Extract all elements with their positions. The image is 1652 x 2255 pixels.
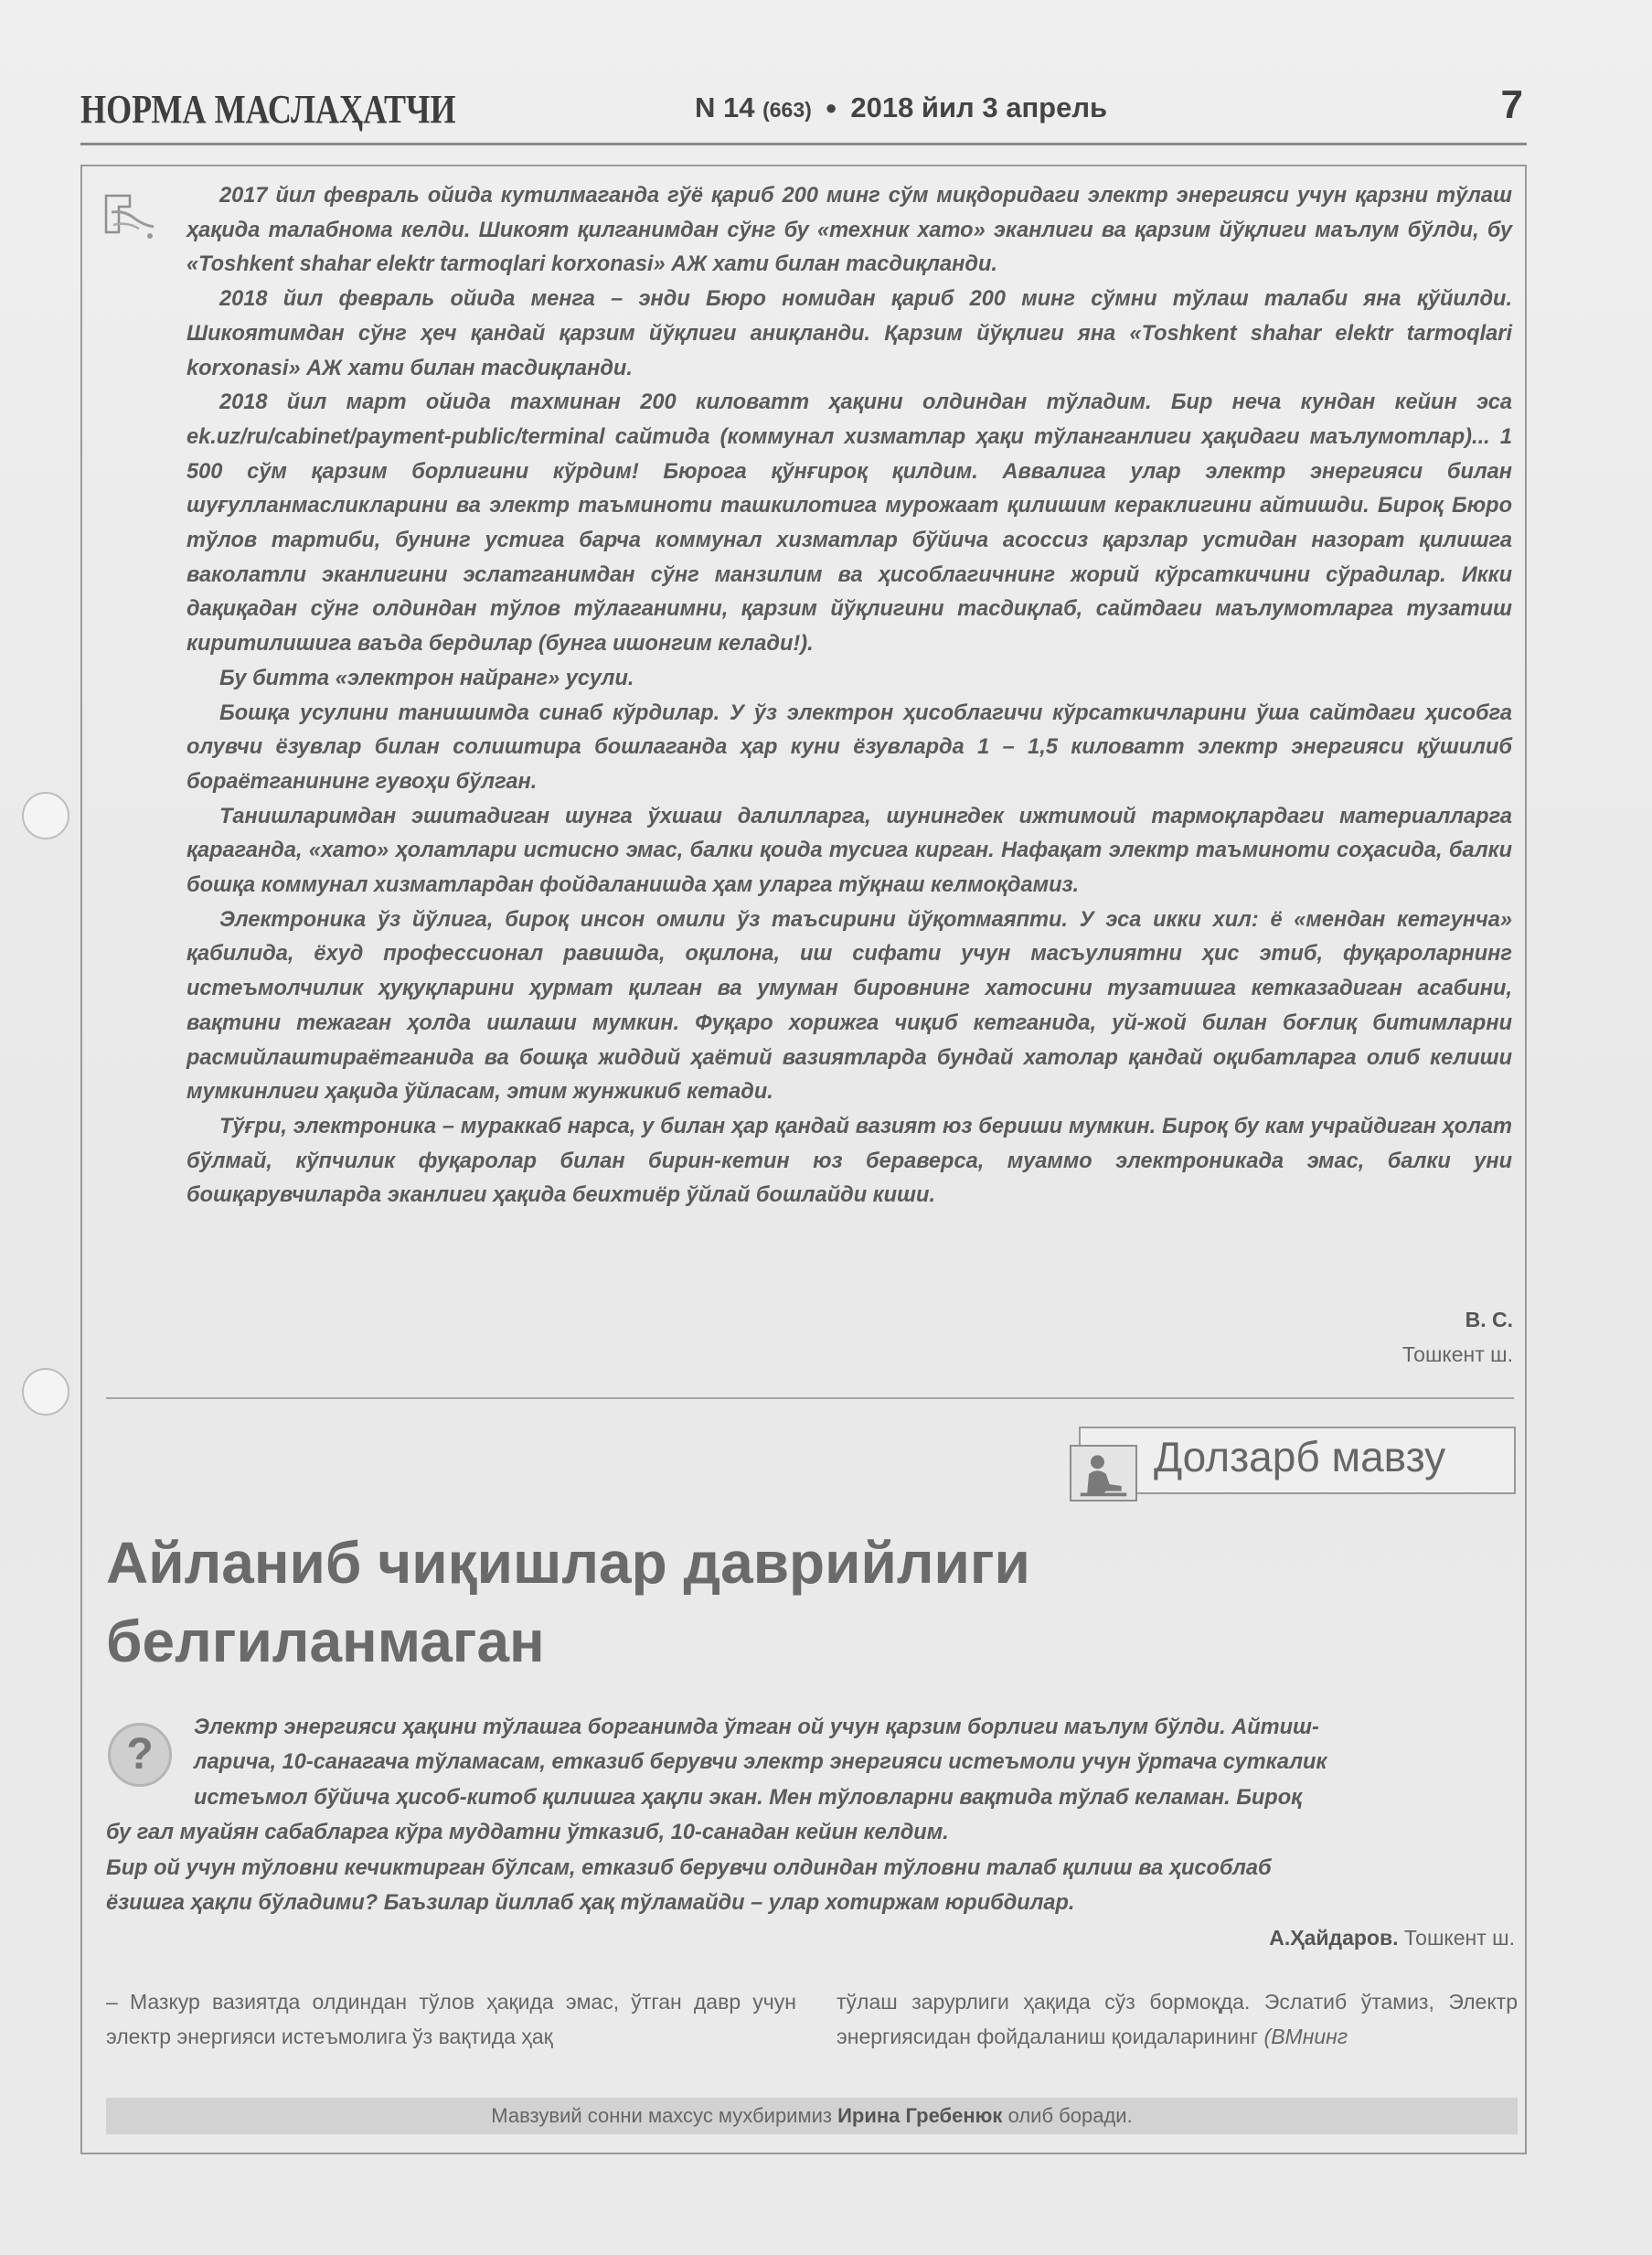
letter-paragraph: Тўғри, электроника – мураккаб нарса, у билан ҳар қандай вазият юз бериши мумкин. Бироқ бу кам учрайдиган ҳолат бўлмай, кўпчилик фуқаролар билан бирин-кетин юз бераверса, муаммо электроникада эмас, балки уни бошқарувчиларда эканлиги ҳақида беихтиёр ўйлай бошлайди киши. — [187, 1114, 1512, 1208]
question-line: ларича, 10-санагача тўламасам, етказиб берувчи электр энергияси истеъмоли учун ўртача суткалик — [194, 1750, 1327, 1775]
letter-paragraph: 2017 йил февраль ойида кутилмаганда гўё қариб 200 минг сўм миқдоридаги электр энергияси учун қарзни тўлаш ҳақида талабнома келди. Шикоят қилганимдан сўнг бу «техник хато» эканлиги ва қарзим йўқлиги маълум бўлди, бу «Toshkent shahar elektr tarmoqlari korxonasi» АЖ хати билан тасдиқланди. — [187, 184, 1512, 277]
question-author-city: Тошкент ш. — [1403, 1926, 1515, 1950]
page-number: 7 — [1500, 82, 1523, 127]
issue-total: (663) — [762, 98, 812, 122]
reader-silhouette-icon — [1070, 1445, 1137, 1502]
article-headline — [106, 1523, 1432, 1681]
bullet-icon: ● — [825, 96, 837, 119]
letter-city: Тошкент ш. — [1402, 1342, 1513, 1366]
letter-signature: В. С. — [1465, 1308, 1513, 1331]
reader-question — [106, 1710, 1514, 1920]
credit-suffix: олиб боради. — [1007, 2104, 1133, 2127]
reader-letter — [187, 179, 1512, 1213]
letter-paragraph: Танишларимдан эшитадиган шунга ўхшаш далилларга, шунингдек ижтимоий тармоқлардаги материалларга қараганда, «хато» ҳолатлари истисно эмас, балки қоида тусига кирган. Нафақат электр таъминоти соҳасида, балки бошқа коммунал хизматлардан фойдаланишда ҳам уларга тўқнаш келмоқдамиз. — [187, 804, 1512, 898]
question-line: Бир ой учун тўловни кечиктирган бўлсам, етказиб берувчи олдиндан тўловни талаб қилиш ва ҳисоблаб — [106, 1855, 1272, 1880]
question-line: бу гал муайян сабабларга кўра муддатни ўтказиб, 10-санадан кейин келдим. — [106, 1821, 949, 1845]
letter-paragraph: 2018 йил март ойида тахминан 200 киловатт ҳақини олдиндан тўладим. Бир неча кундан кейин эса ek.uz/ru/cabinet/payment-public/terminal сайтида (коммунал хизматлар ҳақи тўланганлиги ҳақидаги маълумотлар)... 1 500 сўм қарзим борлигини кўрдим! Бюрога қўнғироқ қилдим. Аввалига улар электр энергияси билан шуғулланмасликларини ва электр таъминоти ташкилотига мурожаат қилишим кераклигини айтишди. Бироқ Бюро тўлов тартиби, бунинг устига барча коммунал хизматлар бўйича асоссиз қарзлар устидан назорат қилишга ваколатли эканлигини эслатганимдан сўнг манзилим ва ҳисоблагичнинг жорий кўрсаткичини сўрадилар. Икки дақиқадан сўнг олдиндан тўлов тўлаганимни, қарзим йўқлигини тасдиқлаб, сайтдаги маълумотларга тузатиш киритилишига ваъда бердилар (бунга ишонгим келади!). — [187, 390, 1512, 657]
headline-line: Айланиб чиқишлар даврийлиги — [106, 1530, 1030, 1596]
question-author — [1269, 1926, 1515, 1950]
question-line: Электр энергияси ҳақини тўлашга борганимда ўтган ой учун қарзим борлиги маълум бўлди. Айтиш- — [194, 1715, 1319, 1739]
editor-credit-band — [106, 2098, 1518, 2134]
answer-italic-text: (ВМнинг — [1263, 2025, 1348, 2048]
credit-prefix: Мавзувий сонни махсус мухбиримиз — [491, 2104, 832, 2127]
letter-paragraph: 2018 йил февраль ойида менга – энди Бюро номидан қариб 200 минг сўмни тўлаш талаби яна қўйилди. Шикоятимдан сўнг ҳеч қандай қарзим йўқлиги аниқланди. Қарзим йўқлиги яна «Toshkent shahar elektr tarmoqlari korxonasi» АЖ хати билан тасдиқланди. — [187, 287, 1512, 380]
header-rule — [80, 143, 1527, 145]
question-line: истеъмол бўйича ҳисоб-китоб қилишга ҳақли экан. Мен тўловларни вақтида тўлаб келаман. Бироқ — [194, 1785, 1303, 1810]
headline-line: белгиланмаган — [106, 1608, 545, 1674]
answer-column-right — [837, 1984, 1518, 2054]
issue-info — [695, 91, 1107, 124]
answer-column-left: – Мазкур вазиятда олдиндан тўлов ҳақида эмас, ўтган давр учун электр энергияси истеъмолига ўз вақтида ҳақ — [106, 1990, 796, 2048]
section-label: Долзарб мавзу — [1154, 1433, 1446, 1480]
question-line: ёзишга ҳақли бўладими? Баъзилар йиллаб ҳақ тўламайди – улар хотиржам юрибдилар. — [106, 1891, 1075, 1916]
punch-hole — [22, 1368, 69, 1416]
page-header — [80, 82, 1527, 137]
quote-pen-icon — [102, 190, 155, 243]
letter-paragraph: Электроника ўз йўлига, бироқ инсон омили ўз таъсирини йўқотмаяпти. У эса икки хил: ё «мендан кетгунча» қабилида, ёхуд профессионал равишда, оқилона, иш сифати учун масъулиятни ҳис этиб, фуқароларнинг истеъмолчилик ҳуқуқларини ҳурмат қилган ва умуман бировнинг хатосини тузатишга кетказадиган асабини, вақтини тежаган ҳолда ишлаши мумкин. Фуқаро хорижга чиқиб кетганида, уй-жой билан боғлиқ битимларни расмийлаштираётганида ва бошқа жиддий ҳаётий вазиятларда бундай хатолар қандай оқибатларга олиб келиши мумкинлиги ҳақида ўйласам, этим жунжикиб кетади. — [187, 907, 1512, 1105]
section-divider — [106, 1397, 1514, 1399]
answer-text: тўлаш зарурлиги ҳақида сўз бормоқда. Эслатиб ўтамиз, Электр энергиясидан фойдаланиш қоидаларининг — [837, 1990, 1518, 2048]
newspaper-title: НОРМА МАСЛАҲАТЧИ — [80, 87, 456, 132]
letter-paragraph: Бу битта «электрон найранг» усули. — [219, 666, 634, 690]
question-author-name: А.Ҳайдаров. — [1269, 1926, 1399, 1950]
letter-paragraph: Бошқа усулини танишимда синаб кўрдилар. У ўз электрон ҳисоблагичи кўрсаткичларини ўша сайтдаги ҳисобга олувчи ёзувлар билан солиштира бошлаганда ҳар куни ёзувларда 1 – 1,5 киловатт электр энергияси қўшилиб бораётганининг гувоҳи бўлган. — [187, 700, 1512, 794]
issue-number: N 14 — [695, 91, 755, 123]
credit-name: Ирина Гребенюк — [837, 2104, 1003, 2127]
punch-hole — [22, 792, 69, 839]
issue-date: 2018 йил 3 апрель — [850, 91, 1108, 123]
question-mark-icon: ? — [108, 1723, 172, 1787]
